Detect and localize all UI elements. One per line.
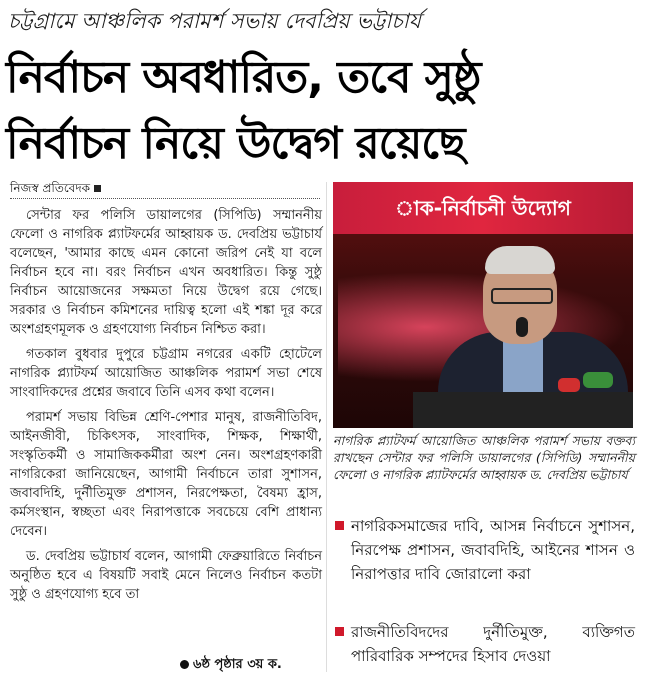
- paragraph: গতকাল বুধবার দুপুরে চট্টগ্রাম নগরের একটি হোটেলে নাগরিক প্ল্যাটফর্ম আয়োজিত আঞ্চলিক পরামর্শ সভা শেষে সাংবাদিকদের প্রশ্নের জবাবে তিনি এসব কথা বলেন।: [10, 347, 322, 400]
- photo-caption: নাগরিক প্ল্যাটফর্ম আয়োজিত আঞ্চলিক পরামর্শ সভায় বক্তব্য রাখছেন সেন্টার ফর পলিসি ডায়ালগের (সিপিডি) সম্মাননীয় ফেলো ও নাগরিক প্ল্যাটফর্মের আহ্বায়ক ড. দেবপ্রিয় ভট্টাচার্য: [333, 433, 635, 482]
- headline-line-1: নির্বাচন অবধারিত, তবে সুষ্ঠু: [6, 52, 481, 103]
- round-bullet-icon: [180, 660, 189, 669]
- byline-text: নিজস্ব প্রতিবেদক: [10, 181, 91, 195]
- continued-text: ৬ষ্ঠ পৃষ্ঠার ৩য় ক.: [193, 657, 282, 672]
- microphone-icon: [583, 372, 613, 388]
- red-square-bullet-icon: [335, 627, 344, 636]
- byline: [10, 180, 101, 200]
- headline-line-2: নির্বাচন নিয়ে উদ্বেগ রয়েছে: [6, 118, 465, 169]
- kicker: চট্টগ্রামে আঞ্চলিক পরামর্শ সভায় দেবপ্রিয় ভট্টাচার্য: [8, 9, 421, 33]
- red-square-bullet-icon: [335, 521, 344, 530]
- podium: [413, 392, 633, 428]
- speaker-hair: [485, 246, 555, 274]
- microphone-icon: [516, 317, 528, 337]
- paragraph: ড. দেবপ্রিয় ভট্টাচার্য বলেন, আগামী ফেব্রুয়ারিতে নির্বাচন অনুষ্ঠিত হবে এ বিষয়টি সবাই মেনে নিলেও নির্বাচন কতটা সুষ্ঠু ও গ্রহণযোগ্য হবে তা: [10, 549, 322, 602]
- paragraph: সেন্টার ফর পলিসি ডায়ালগের (সিপিডি) সম্মাননীয় ফেলো ও নাগরিক প্ল্যাটফর্মের আহ্বায়ক ড. দেবপ্রিয় ভট্টাচার্য বলেছেন, 'আমার কাছে এমন কোনো জরিপ নেই যা বলে নির্বাচন হবে না। বরং নির্বাচন এখন অবধারিত। কিন্তু সুষ্ঠু নির্বাচন আয়োজনের সক্ষমতা নিয়ে উদ্বেগ রয়ে গেছে। সরকার ও নির্বাচন কমিশনের দায়িত্ব হলো এই শঙ্কা দূর করে অংশগ্রহণমূলক ও গ্রহণযোগ্য নির্বাচন নিশ্চিত করা।: [10, 208, 322, 337]
- highlight-text: রাজনীতিবিদদের দুর্নীতিমুক্ত, ব্যক্তিগত পারিবারিক সম্পদের হিসাব দেওয়া: [351, 623, 635, 665]
- article-body: [10, 206, 322, 610]
- highlight-item: [335, 514, 635, 586]
- column-divider: [326, 182, 327, 672]
- square-bullet-icon: [94, 185, 101, 192]
- photo-banner: াক-নির্বাচনী উদ্যোগ: [333, 182, 633, 234]
- highlight-item: [335, 620, 635, 668]
- highlight-text: নাগরিকসমাজের দাবি, আসন্ন নির্বাচনে সুশাসন, নিরপেক্ষ প্রশাসন, জবাবদিহি, আইনের শাসন ও নিরাপত্তার দাবি জোরালো করা: [351, 517, 635, 583]
- dotted-divider: [10, 198, 320, 199]
- paragraph: পরামর্শ সভায় বিভিন্ন শ্রেণি-পেশার মানুষ, রাজনীতিবিদ, আইনজীবী, চিকিৎসক, সাংবাদিক, শিক্ষক, শিক্ষার্থী, সংস্কৃতিকর্মী ও সামাজিককর্মীরা অংশ নেন। অংশগ্রহণকারী নাগরিকেরা জানিয়েছেন, আগামী নির্বাচনে তারা সুশাসন, জবাবদিহি, দুর্নীতিমুক্ত প্রশাসন, নিরপেক্ষতা, বৈষম্য হ্রাস, কর্মসংস্থান, স্বচ্ছতা এবং নিরাপত্তাকে সবচেয়ে বেশি প্রাধান্য দেবেন।: [10, 410, 322, 539]
- speaker-photo: [333, 182, 633, 428]
- continued-on-page[interactable]: [180, 655, 282, 676]
- microphone-icon: [558, 378, 580, 392]
- glasses-icon: [491, 288, 553, 304]
